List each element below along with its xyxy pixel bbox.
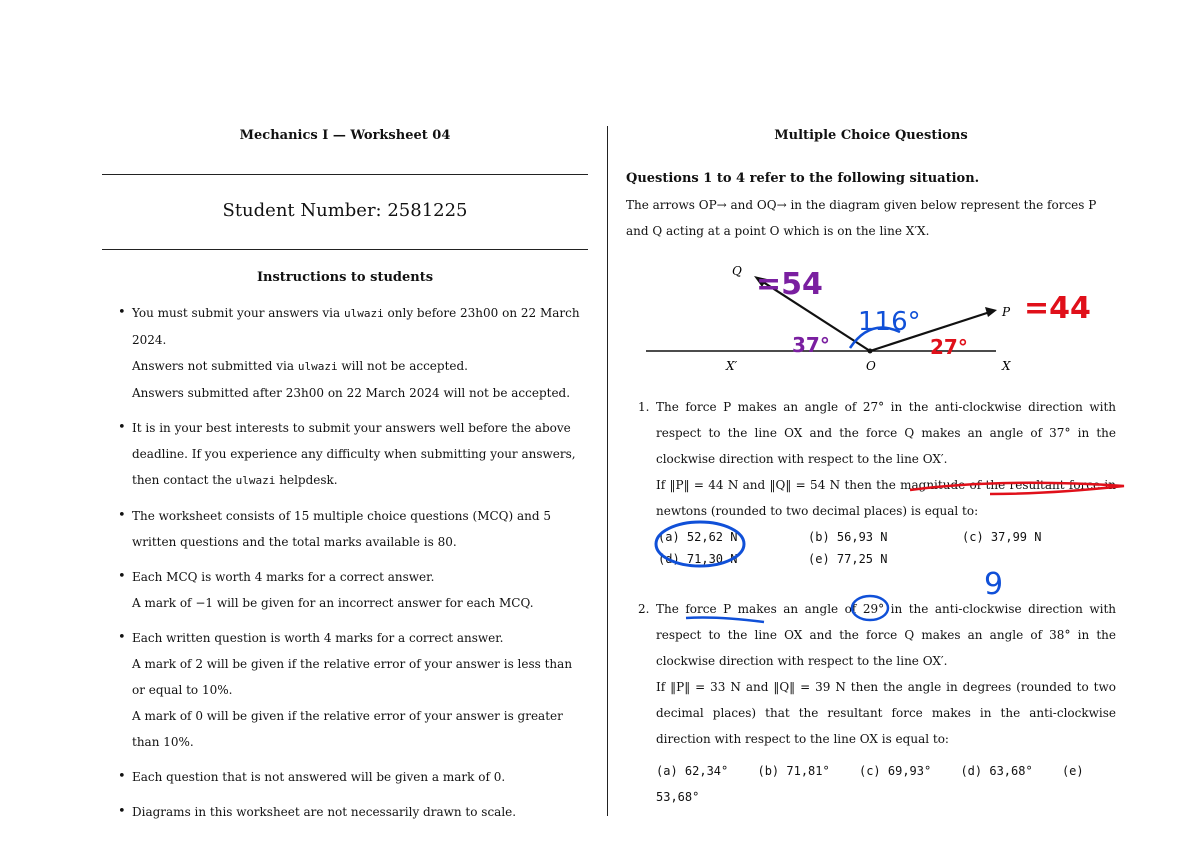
- instructions-heading: Instructions to students: [256, 270, 434, 285]
- instruction-text: only before 23h00 on 22 March 2024.: [132, 306, 580, 347]
- q1-option-c[interactable]: (c) 37,99 N: [962, 530, 1042, 544]
- instruction-deadline: [102, 415, 588, 494]
- instruction-unanswered: [102, 764, 588, 790]
- question-number: 1.: [638, 400, 650, 414]
- arrowhead-q: [754, 276, 767, 287]
- arrowhead-p: [985, 307, 997, 317]
- divider-bottom: [102, 249, 588, 250]
- column-divider: [607, 126, 608, 816]
- instruction-text: A mark of 2 will be given if the relative error of your answer is less than or equal to 10%.: [132, 657, 573, 697]
- question-text: If ‖P‖ = 44 N and ‖Q‖ = 54 N then the magnitude of the resultant force in newtons (rounded to two decimal places) is equal to:: [656, 478, 1116, 518]
- situation-heading: Questions 1 to 4 refer to the following situation.: [626, 171, 980, 186]
- instruction-text: A mark of 0 will be given if the relative error of your answer is greater than 10%.: [132, 709, 563, 749]
- ink-angle-p: 27°: [930, 335, 968, 359]
- question-number: 2.: [638, 602, 650, 616]
- arrow-op: [870, 312, 990, 351]
- instruction-text: Each question that is not answered will be given a mark of 0.: [132, 770, 506, 784]
- instruction-text: You must submit your answers via: [132, 306, 344, 320]
- arrow-oq: [760, 280, 870, 351]
- instruction-text: A mark of −1 will be given for an incorrect answer for each MCQ.: [132, 596, 534, 610]
- q1-option-b[interactable]: (b) 56,93 N: [808, 530, 888, 544]
- student-number: Student Number: 2581225: [222, 200, 468, 221]
- divider-top: [102, 174, 588, 175]
- question-1: [626, 394, 1116, 576]
- q1-option-a[interactable]: (a) 52,62 N: [658, 530, 738, 544]
- instruction-text: Answers not submitted via: [132, 359, 298, 373]
- force-diagram: [626, 250, 1046, 380]
- instruction-submit: [102, 300, 588, 406]
- instruction-text: The worksheet consists of 15 multiple choice questions (MCQ) and 5 written questions and the total marks available is 80.: [132, 509, 552, 549]
- instruction-written: [102, 625, 588, 755]
- q2-option-d[interactable]: (d) 63,68°: [960, 764, 1033, 778]
- instruction-text: • Each written question is worth 4 marks for a correct answer.: [132, 631, 504, 645]
- q1-option-d[interactable]: (d) 71,30 N: [658, 552, 738, 566]
- label-x-prime: X′: [726, 359, 738, 373]
- mcq-title: Multiple Choice Questions: [774, 128, 968, 143]
- instruction-text: Diagrams in this worksheet are not necessarily drawn to scale.: [132, 805, 517, 819]
- q1-options: [656, 524, 1116, 576]
- worksheet-title: Mechanics I — Worksheet 04: [239, 128, 451, 143]
- label-x: X: [1002, 359, 1011, 373]
- q1-option-e[interactable]: (e) 77,25 N: [808, 552, 888, 566]
- instruction-diagrams: [102, 799, 588, 825]
- situation-text: The arrows OP→ and OQ→ in the diagram given below represent the forces P and Q acting at a point O which is on the line X′X.: [626, 198, 1097, 238]
- ink-angle-q: 37°: [792, 333, 830, 357]
- ink-q-magnitude: =54: [756, 267, 823, 302]
- instruction-text: will not be accepted.: [337, 359, 468, 373]
- instruction-mcq: [102, 564, 588, 616]
- instruction-text: Answers submitted after 23h00 on 22 March 2024 will not be accepted.: [132, 386, 571, 400]
- point-o: [868, 349, 873, 354]
- ulwazi-code: ulwazi: [297, 360, 338, 373]
- instruction-text: • Each MCQ is worth 4 marks for a correct answer.: [132, 570, 435, 584]
- instruction-text: It is in your best interests to submit your answers well before the above deadline. If you experience any difficulty when submitting your answers, then contact the: [132, 421, 576, 487]
- label-p: P: [1002, 305, 1011, 319]
- ink-p-magnitude: =44: [1024, 291, 1091, 326]
- question-text: If ‖P‖ = 33 N and ‖Q‖ = 39 N then the angle in degrees (rounded to two decimal places) that the resultant force makes in the anti-clockwise direction with respect to the line OX is equal to:: [656, 680, 1116, 746]
- label-q: Q: [732, 264, 742, 278]
- ink-digit-9: 9: [984, 567, 1004, 602]
- question-text: The force P makes an angle of 27° in the anti-clockwise direction with respect to the line OX and the force Q makes an angle of 37° in the clockwise direction with respect to the line OX′.: [656, 400, 1116, 466]
- q2-option-a[interactable]: (a) 62,34°: [656, 764, 729, 778]
- q2-option-b[interactable]: (b) 71,81°: [757, 764, 830, 778]
- situation-intro: [626, 166, 1116, 244]
- instructions-list: [102, 300, 588, 834]
- q2-option-e[interactable]: (e) 53,68°: [656, 764, 1084, 804]
- question-2: [626, 596, 1116, 810]
- ink-angle-o: 116°: [858, 307, 921, 337]
- ulwazi-code: ulwazi: [235, 474, 276, 487]
- q2-options: [656, 758, 1116, 810]
- question-text: The force P makes an angle of 29° in the anti-clockwise direction with respect to the line OX and the force Q makes an angle of 38° in the clockwise direction with respect to the line OX′.: [656, 602, 1116, 668]
- q2-option-c[interactable]: (c) 69,93°: [858, 764, 932, 778]
- ulwazi-code: ulwazi: [343, 307, 384, 320]
- instruction-text: helpdesk.: [275, 473, 338, 487]
- instruction-structure: [102, 503, 588, 555]
- label-o: O: [866, 359, 876, 373]
